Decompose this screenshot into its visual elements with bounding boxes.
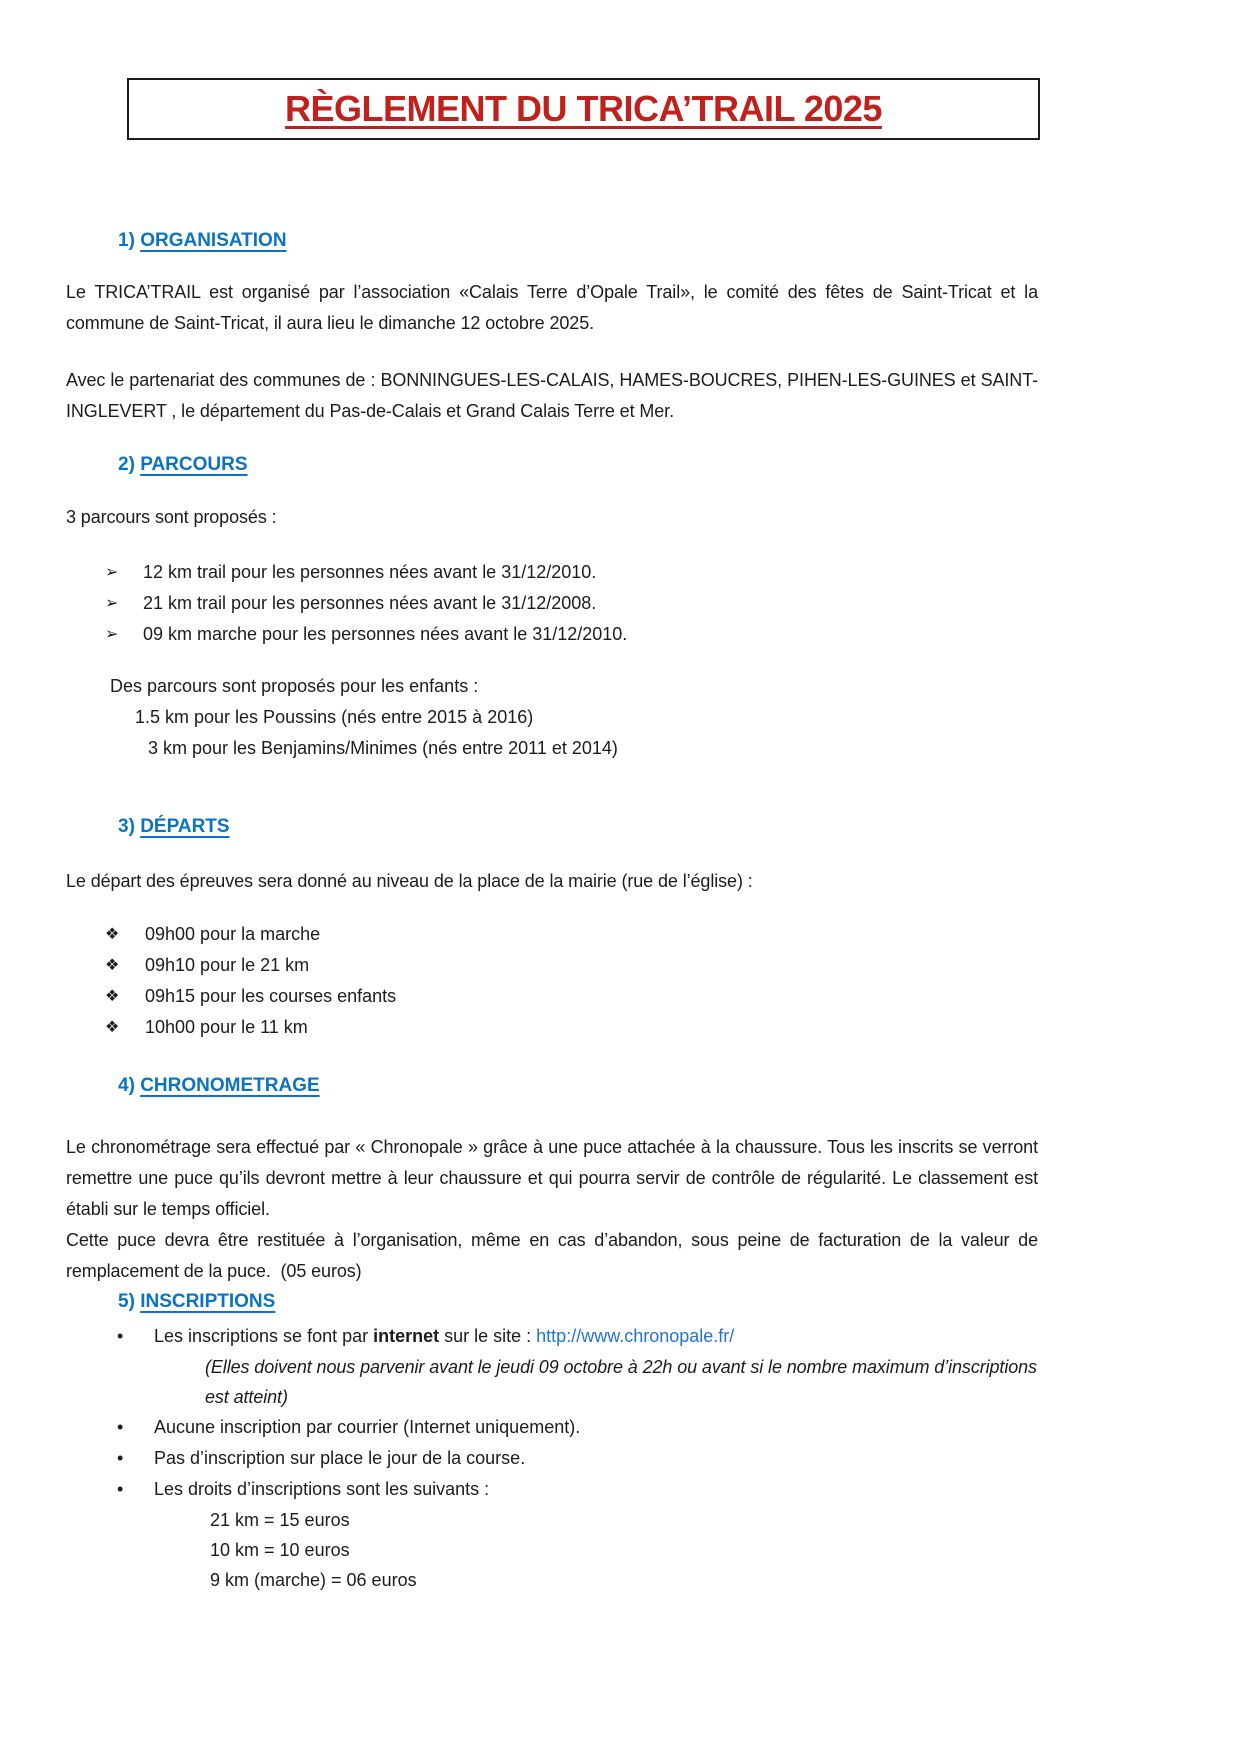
arrow-bullet-icon: ➢ [105, 626, 119, 643]
departs-item-text: 09h00 pour la marche [145, 924, 321, 944]
enfants-item: 3 km pour les Benjamins/Minimes (nés entre 2011 et 2014) [148, 738, 618, 758]
inscription-text-bold: internet [373, 1326, 440, 1346]
fee-line: 10 km = 10 euros [210, 1540, 350, 1560]
diamond-bullet-icon: ❖ [105, 988, 120, 1005]
inscriptions-item-text [154, 1321, 734, 1352]
chronometrage-paragraph-2: Cette puce devra être restituée à l’organisation, même en cas d’abandon, sous peine de facturation de la valeur de remplacement de la puce. (05 euros) [66, 1230, 1038, 1281]
inscriptions-item-text: Pas d’inscription sur place le jour de la course. [154, 1448, 526, 1468]
section-label: DÉPARTS [140, 816, 230, 837]
document-title: RÈGLEMENT DU TRICA’TRAIL 2025 [285, 88, 882, 129]
arrow-bullet-icon: ➢ [105, 564, 119, 581]
diamond-bullet-icon: ❖ [105, 957, 120, 974]
parcours-item [105, 557, 1240, 588]
section-heading-organisation [118, 228, 1240, 254]
inscriptions-note: (Elles doivent nous parvenir avant le jeudi 09 octobre à 22h ou avant si le nombre maximum d’inscriptions est atteint) [205, 1357, 1037, 1407]
section-heading-departs [118, 814, 1240, 840]
inscriptions-list-continued [117, 1412, 1240, 1505]
fee-line: 9 km (marche) = 06 euros [210, 1570, 417, 1590]
section-label: CHRONOMETRAGE [140, 1075, 320, 1096]
departs-item-text: 09h10 pour le 21 km [145, 955, 310, 975]
departs-item [105, 1012, 1240, 1043]
parcours-enfants-block [0, 671, 1240, 764]
fee-line: 21 km = 15 euros [210, 1510, 350, 1530]
dot-bullet-icon: • [117, 1479, 124, 1499]
departs-intro: Le départ des épreuves sera donné au niveau de la place de la mairie (rue de l’église) : [66, 871, 753, 891]
section-label: INSCRIPTIONS [140, 1291, 276, 1312]
departs-item-text: 09h15 pour les courses enfants [145, 986, 397, 1006]
departs-item [105, 981, 1240, 1012]
dot-bullet-icon: • [117, 1448, 124, 1468]
parcours-item [105, 588, 1240, 619]
departs-item [105, 919, 1240, 950]
inscriptions-item [117, 1321, 1240, 1352]
enfants-item: 1.5 km pour les Poussins (nés entre 2015 à 2016) [135, 707, 534, 727]
departs-item [105, 950, 1240, 981]
section-number: 2) [118, 454, 135, 475]
inscriptions-item-text: Aucune inscription par courrier (Internet uniquement). [154, 1417, 581, 1437]
section-heading-parcours [118, 452, 1240, 478]
inscriptions-item [117, 1412, 1240, 1443]
departs-list [105, 919, 1240, 1043]
chronometrage-paragraph-1: Le chronométrage sera effectué par « Chronopale » grâce à une puce attachée à la chaussure. Tous les inscrits se verront remettre une puce qu’ils devront mettre à leur chaussure et qui pourra servir de contrôle de régularité. Le classement est établi sur le temps officiel. [66, 1137, 1038, 1219]
arrow-bullet-icon: ➢ [105, 595, 119, 612]
diamond-bullet-icon: ❖ [105, 926, 120, 943]
parcours-intro: 3 parcours sont proposés : [66, 507, 277, 527]
inscription-text-middle: sur le site : [439, 1326, 537, 1346]
organisation-paragraph-1: Le TRICA’TRAIL est organisé par l’association «Calais Terre d’Opale Trail», le comité des fêtes de Saint-Tricat et la commune de Saint-Tricat, il aura lieu le dimanche 12 octobre 2025. [66, 282, 1038, 333]
parcours-list [105, 557, 1240, 650]
fees-block [210, 1505, 1240, 1595]
dot-bullet-icon: • [117, 1326, 124, 1346]
chronopale-link[interactable]: http://www.chronopale.fr/ [536, 1326, 735, 1346]
departs-item-text: 10h00 pour le 11 km [145, 1017, 308, 1037]
inscriptions-item [117, 1474, 1240, 1505]
section-number: 1) [118, 230, 135, 251]
section-heading-inscriptions [118, 1289, 1240, 1315]
section-number: 4) [118, 1075, 135, 1096]
section-label: PARCOURS [140, 454, 248, 475]
inscription-text-prefix: Les inscriptions se font par [154, 1326, 374, 1346]
title-box [127, 78, 1040, 140]
inscriptions-item [117, 1443, 1240, 1474]
section-heading-chronometrage [118, 1073, 1240, 1099]
enfants-intro: Des parcours sont proposés pour les enfants : [110, 676, 479, 696]
parcours-item-text: 21 km trail pour les personnes nées avant le 31/12/2008. [143, 593, 597, 613]
section-number: 5) [118, 1291, 135, 1312]
organisation-paragraph-2: Avec le partenariat des communes de : BONNINGUES-LES-CALAIS, HAMES-BOUCRES, PIHEN-LES-GUINES et SAINT-INGLEVERT , le département du Pas-de-Calais et Grand Calais Terre et Mer. [66, 370, 1038, 421]
section-number: 3) [118, 816, 135, 837]
inscriptions-list [117, 1321, 1240, 1352]
dot-bullet-icon: • [117, 1417, 124, 1437]
section-label: ORGANISATION [140, 230, 287, 251]
diamond-bullet-icon: ❖ [105, 1019, 120, 1036]
parcours-item-text: 09 km marche pour les personnes nées avant le 31/12/2010. [143, 624, 628, 644]
inscriptions-item-text: Les droits d’inscriptions sont les suivants : [154, 1479, 490, 1499]
parcours-item [105, 619, 1240, 650]
parcours-item-text: 12 km trail pour les personnes nées avant le 31/12/2010. [143, 562, 597, 582]
